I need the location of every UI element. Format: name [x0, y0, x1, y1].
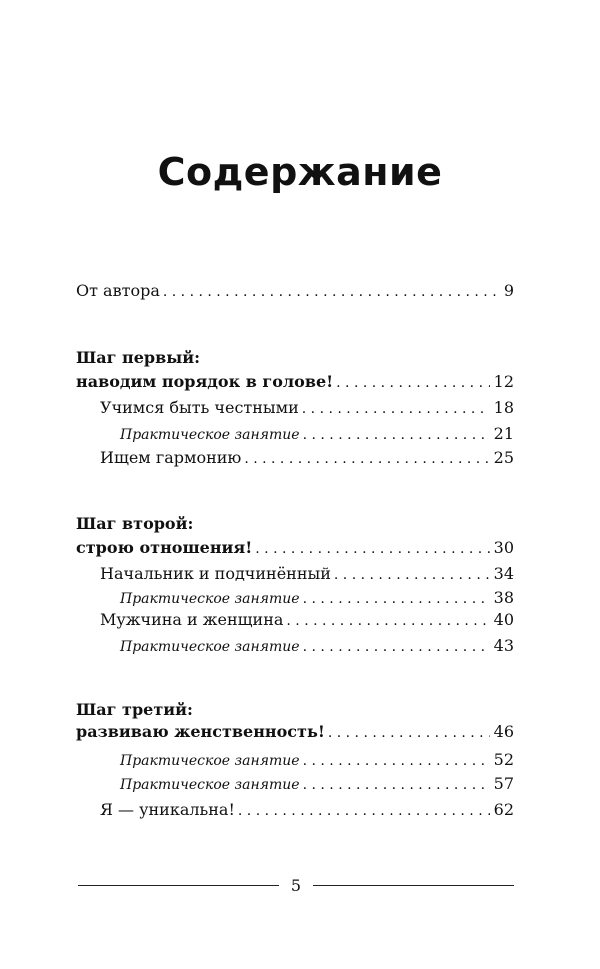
- toc-entry-exercise[interactable]: [76, 636, 514, 657]
- dot-leader: [302, 398, 490, 419]
- toc-page-number: 40: [493, 610, 514, 629]
- toc-entry-label: Ищем гармонию: [100, 448, 242, 467]
- dot-leader: [244, 448, 489, 469]
- toc-page-number: 21: [493, 424, 514, 443]
- toc-entry[interactable]: [76, 610, 514, 631]
- toc-entry-label: Практическое занятие: [120, 777, 300, 793]
- dot-leader: [163, 281, 500, 302]
- dot-leader: [303, 775, 490, 795]
- dot-leader: [238, 800, 490, 821]
- toc-entry-label: Практическое занятие: [120, 639, 300, 655]
- toc-entry-label: Начальник и подчинённый: [100, 564, 331, 583]
- footer-rule-right: [313, 885, 514, 886]
- toc-entry-label: Практическое занятие: [120, 753, 300, 769]
- dot-leader: [303, 637, 490, 657]
- toc-page-number: 30: [493, 538, 514, 557]
- dot-leader: [255, 538, 489, 559]
- dot-leader: [303, 751, 490, 771]
- dot-leader: [328, 722, 490, 743]
- toc-page-number: 52: [493, 750, 514, 769]
- toc-entry[interactable]: [76, 564, 514, 585]
- toc-page-number: 34: [493, 564, 514, 583]
- toc-entry-label: Практическое занятие: [120, 427, 300, 443]
- page-number: 5: [290, 876, 302, 895]
- toc-entry-label: наводим порядок в голове!: [76, 372, 334, 391]
- section-heading-step1: Шаг первый:: [76, 348, 201, 367]
- page-title: Содержание: [157, 150, 443, 195]
- footer-rule-left: [78, 885, 279, 886]
- section-heading-step3: Шаг третий:: [76, 700, 193, 719]
- toc-entry-label: Мужчина и женщина: [100, 610, 284, 629]
- toc-entry-exercise[interactable]: [76, 588, 514, 609]
- toc-page-number: 46: [493, 722, 514, 741]
- toc-page-number: 57: [493, 774, 514, 793]
- toc-entry[interactable]: [76, 448, 514, 469]
- toc-page-number: 12: [493, 372, 514, 391]
- toc-entry-label: Учимся быть честными: [100, 398, 299, 417]
- toc-entry-step2[interactable]: [76, 538, 514, 559]
- dot-leader: [336, 372, 489, 393]
- toc-entry-exercise[interactable]: [76, 774, 514, 795]
- toc-entry[interactable]: [76, 800, 514, 821]
- toc-page-number: 38: [493, 588, 514, 607]
- toc-entry-label: От автора: [76, 281, 160, 300]
- dot-leader: [286, 610, 489, 631]
- toc-entry[interactable]: [76, 398, 514, 419]
- dot-leader: [303, 425, 490, 445]
- toc-page-number: 62: [493, 800, 514, 819]
- toc-entry-step1[interactable]: [76, 372, 514, 393]
- toc-entry-label: развиваю женственность!: [76, 722, 325, 741]
- section-heading-step2: Шаг второй:: [76, 514, 194, 533]
- dot-leader: [334, 564, 490, 585]
- toc-page-number: 18: [493, 398, 514, 417]
- toc-entry-label: Практическое занятие: [120, 591, 300, 607]
- toc-entry-label: Я — уникальна!: [100, 800, 235, 819]
- toc-entry-step3[interactable]: [76, 722, 514, 743]
- toc-entry-exercise[interactable]: [76, 424, 514, 445]
- dot-leader: [303, 589, 490, 609]
- toc-entry-label: строю отношения!: [76, 538, 253, 557]
- toc-entry-exercise[interactable]: [76, 750, 514, 771]
- toc-page-number: 25: [493, 448, 514, 467]
- toc-page-number: 9: [503, 281, 514, 300]
- toc-page-number: 43: [493, 636, 514, 655]
- page-footer: [78, 876, 514, 895]
- toc-entry-author[interactable]: [76, 281, 514, 302]
